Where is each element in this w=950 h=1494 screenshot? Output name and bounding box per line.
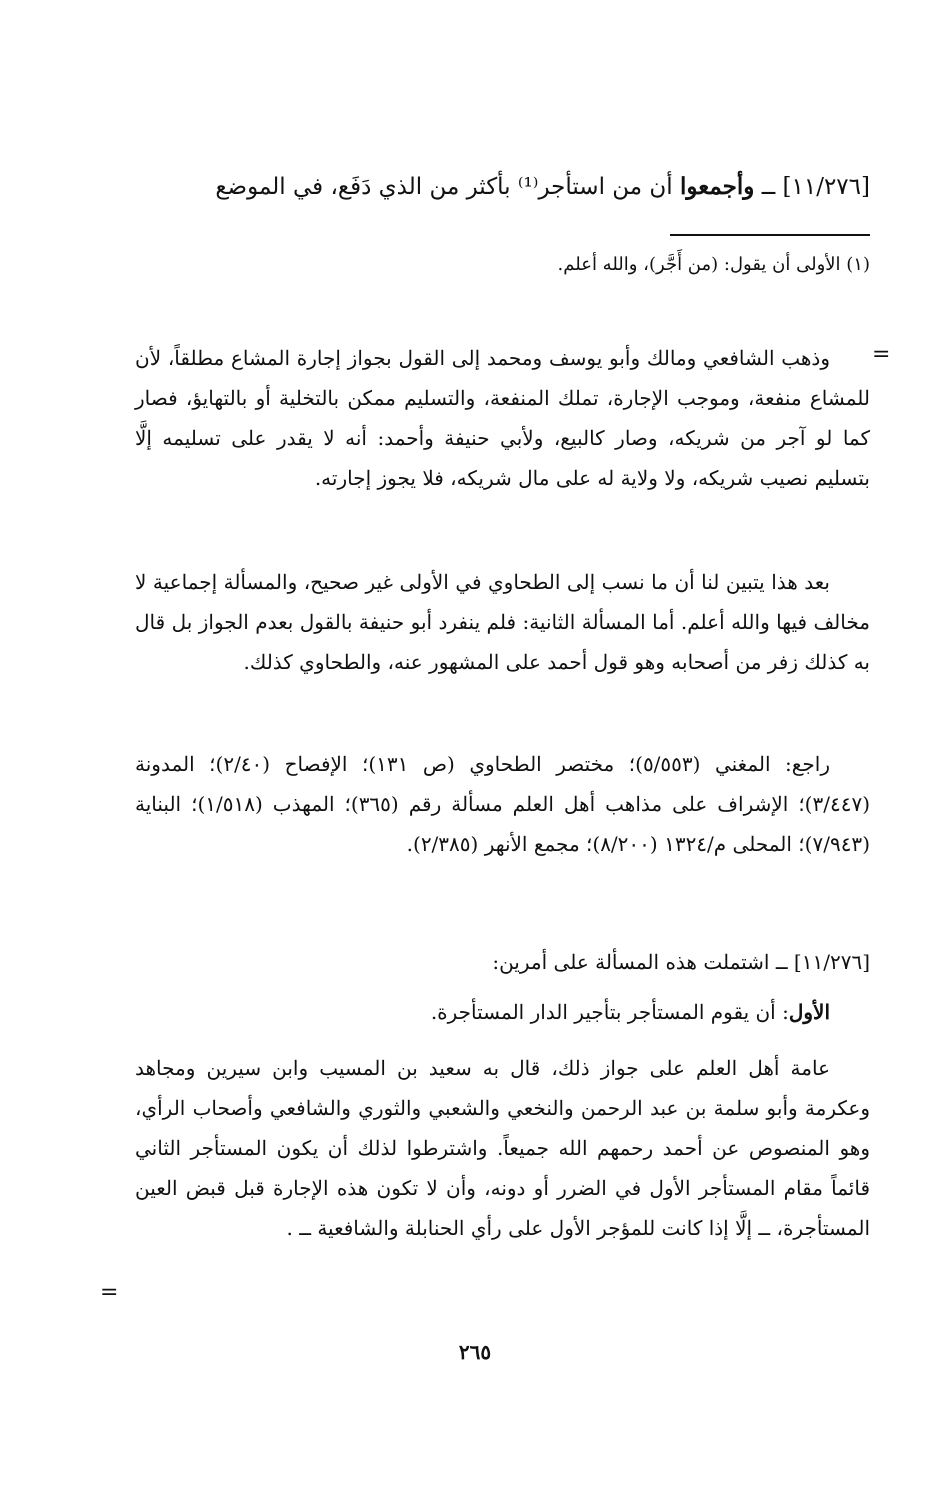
entry-text-continued: بأكثر من الذي دَفَع، في الموضع: [215, 174, 518, 200]
paragraph-first-matter: [135, 992, 870, 1032]
continuation-mark-top: =: [872, 342, 891, 367]
paragraph-conclusion: بعد هذا يتبين لنا أن ما نسب إلى الطحاوي في الأولى غير صحيح، والمسألة إجماعية لا مخالف فيها والله أعلم. أما المسألة الثانية: فلم ينفرد أبو حنيفة بالقول بعدم الجواز بل قال به كذلك زفر من أصحابه وهو قول أحمد على المشهور عنه، والطحاوي كذلك.: [135, 570, 870, 674]
entry-text: أن من استأجر: [538, 174, 680, 200]
paragraph-general-ruling: عامة أهل العلم على جواز ذلك، قال به سعيد بن المسيب وابن سيرين ومجاهد وعكرمة وأبو سلمة بن عبد الرحمن والنخعي والشعبي والثوري والشافعي وأصحاب الرأي، وهو المنصوص عن أحمد رحمهم الله جميعاً. واشترطوا لذلك أن يكون المستأجر الثاني قائماً مقام المستأجر الأول في الضرر أو دونه، وأن لا تكون هذه الإجارة قبل قبض العين المستأجرة، ــ إلَّا إذا كانت للمؤجر الأول على رأي الحنابلة والشافعية ــ .: [135, 1056, 870, 1240]
paragraph-jurist-opinions: وذهب الشافعي ومالك وأبو يوسف ومحمد إلى القول بجواز إجارة المشاع مطلقاً، لأن للمشاع منفعة، وموجب الإجارة، تملك المنفعة، والتسليم ممكن بالتخلية أو بالتهايؤ، فصار كما لو آجر من شريكه، وصار كالبيع، ولأبي حنيفة وأحمد: أنه لا يقدر على تسليمه إلَّا بتسليم نصيب شريكه، ولا ولاية له على مال شريكه، فلا يجوز إجارته.: [135, 346, 870, 490]
entry-keyword: وأجمعوا: [680, 173, 755, 200]
first-matter-text: : أن يقوم المستأجر بتأجير الدار المستأجرة.: [430, 1000, 789, 1024]
page-number: ٢٦٥: [458, 1340, 492, 1364]
main-entry-line: [135, 168, 870, 206]
footnote-marker[interactable]: ⁽¹⁾: [517, 174, 539, 200]
continuation-mark-bottom: =: [100, 1280, 119, 1305]
paragraph-references: راجع: المغني (٥/٥٥٣)؛ مختصر الطحاوي (ص ١٣١)؛ الإفصاح (٢/٤٠)؛ المدونة (٣/٤٤٧)؛ الإشراف على مذاهب أهل العلم مسألة رقم (٣٦٥)؛ المهذب (١/٥١٨)؛ البناية (٧/٩٤٣)؛ المحلى م/١٣٢٤ (٨/٢٠٠)؛ مجمع الأنهر (٢/٣٨٥).: [135, 752, 871, 856]
entry-dash: ــ: [754, 174, 783, 200]
footnote: (١) الأولى أن يقول: (من أَجَّر)، والله أعلم.: [557, 254, 870, 275]
entry-reference: [١١/٢٧٦]: [782, 174, 870, 200]
paragraph-issue-heading: [١١/٢٧٦] ــ اشتملت هذه المسألة على أمرين:: [492, 950, 870, 974]
first-matter-label: الأول: [788, 1000, 830, 1024]
footnote-separator: [670, 234, 870, 236]
